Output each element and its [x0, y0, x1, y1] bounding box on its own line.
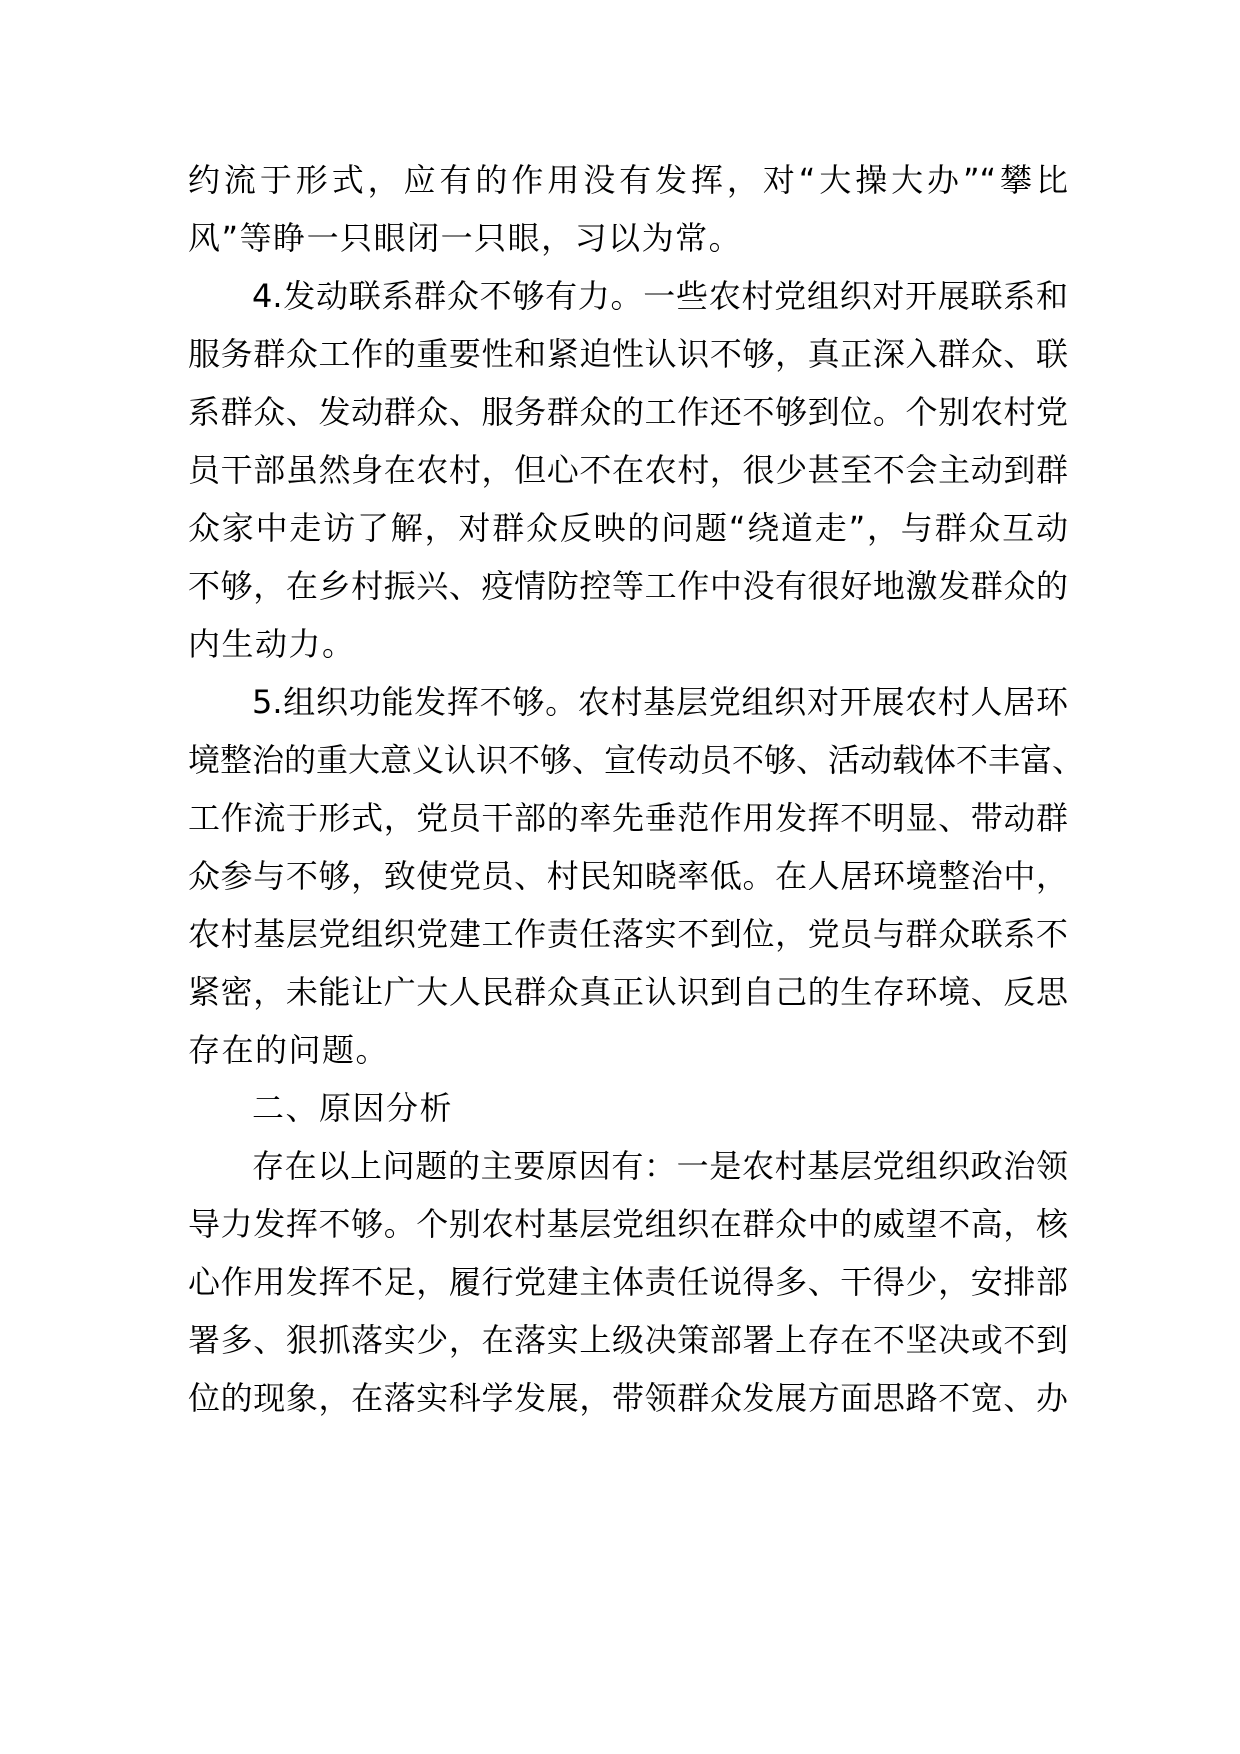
- text-line: 境整治的重大意义认识不够、宣传动员不够、活动载体不丰富、: [188, 741, 1085, 779]
- text-line: 紧密，未能让广大人民群众真正认识到自己的生存环境、反思: [188, 973, 1068, 1011]
- text-line: 系群众、发动群众、服务群众的工作还不够到位。个别农村党: [188, 393, 1068, 431]
- text-line: 风”等睁一只眼闭一只眼，习以为常。: [188, 219, 743, 257]
- text-line: 心作用发挥不足，履行党建主体责任说得多、干得少，安排部: [188, 1263, 1068, 1301]
- text-line: 内生动力。: [188, 625, 356, 663]
- text-line: 员干部虽然身在农村，但心不在农村，很少甚至不会主动到群: [188, 451, 1068, 489]
- text-line: 农村基层党组织党建工作责任落实不到位，党员与群众联系不: [188, 915, 1068, 953]
- paragraph-heading-5: 5.组织功能发挥不够。农村基层党组织对开展农村人居环: [252, 683, 1068, 721]
- text-line: 存在的问题。: [188, 1031, 390, 1069]
- text-line: 位的现象，在落实科学发展，带领群众发展方面思路不宽、办: [188, 1379, 1068, 1417]
- text-line: 不够，在乡村振兴、疫情防控等工作中没有很好地激发群众的: [188, 567, 1068, 605]
- text-line: 服务群众工作的重要性和紧迫性认识不够，真正深入群众、联: [188, 335, 1068, 373]
- text-line: 工作流于形式，党员干部的率先垂范作用发挥不明显、带动群: [188, 799, 1068, 837]
- text-line: 约流于形式，应有的作用没有发挥，对“大操大办”“攀比: [188, 161, 1068, 199]
- paragraph-heading-4: 4.发动联系群众不够有力。一些农村党组织对开展联系和: [252, 277, 1068, 315]
- text-line: 众家中走访了解，对群众反映的问题“绕道走”，与群众互动: [188, 509, 1068, 547]
- text-line: 导力发挥不够。个别农村基层党组织在群众中的威望不高，核: [188, 1205, 1068, 1243]
- text-line: 存在以上问题的主要原因有：一是农村基层党组织政治领: [252, 1147, 1068, 1185]
- text-line: 众参与不够，致使党员、村民知晓率低。在人居环境整治中，: [188, 857, 1068, 895]
- text-line: 署多、狠抓落实少，在落实上级决策部署上存在不坚决或不到: [188, 1321, 1068, 1359]
- section-heading: 二、原因分析: [252, 1089, 454, 1127]
